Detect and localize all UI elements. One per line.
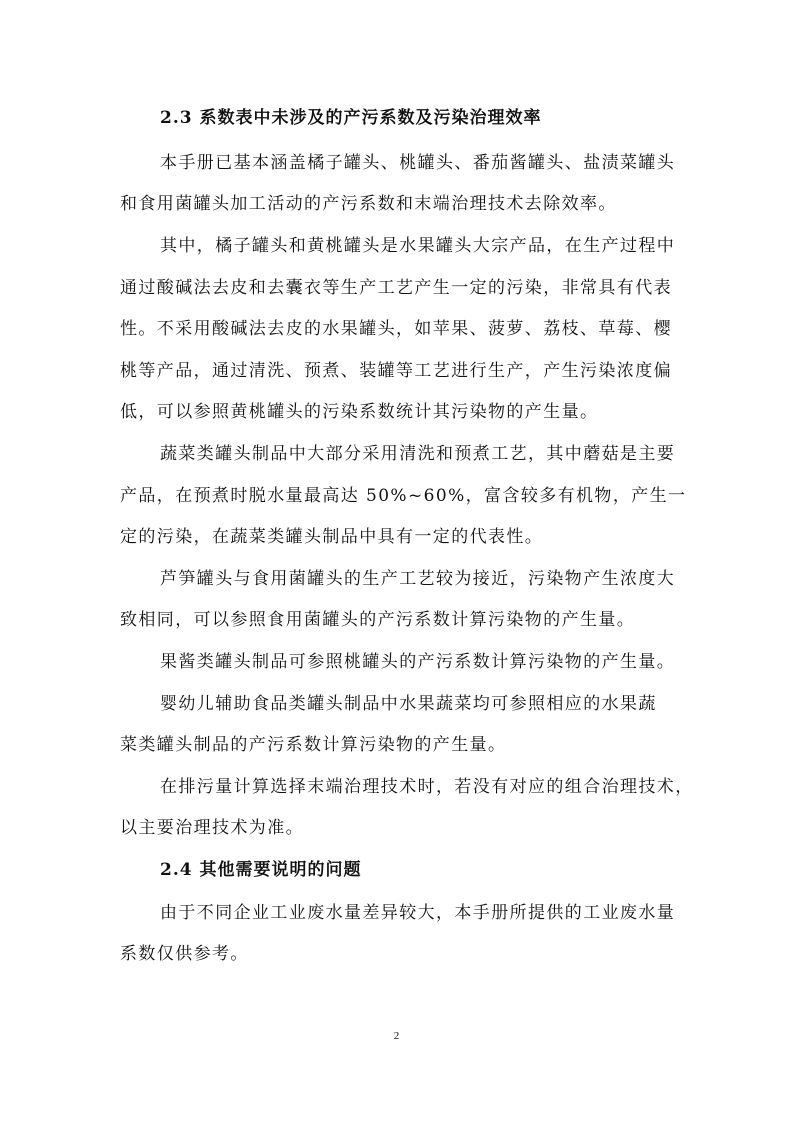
paragraph-line: 低，可以参照黄桃罐头的污染系数统计其污染物的产生量。: [120, 402, 599, 422]
paragraph-line: 以主要治理技术为准。: [120, 818, 304, 838]
paragraph-line: 婴幼儿辅助食品类罐头制品中水果蔬菜均可参照相应的水果蔬: [160, 694, 657, 714]
paragraph-line: 蔬菜类罐头制品中大部分采用清洗和预煮工艺，其中蘑菇是主要: [160, 444, 676, 464]
paragraph-line: 菜类罐头制品的产污系数计算污染物的产生量。: [120, 735, 507, 755]
paragraph-line: 桃等产品，通过清洗、预煮、装罐等工艺进行生产，产生污染浓度偏: [120, 361, 672, 381]
section-heading-2-3: 2.3 系数表中未涉及的产污系数及污染治理效率: [160, 108, 542, 128]
section-heading-2-4: 2.4 其他需要说明的问题: [160, 860, 362, 880]
paragraph-line: 致相同，可以参照食用菌罐头的产污系数计算污染物的产生量。: [120, 610, 636, 630]
paragraph-line: 和食用菌罐头加工活动的产污系数和末端治理技术去除效率。: [120, 194, 617, 214]
paragraph-line: 本手册已基本涵盖橘子罐头、桃罐头、番茄酱罐头、盐渍菜罐头: [160, 153, 676, 173]
paragraph-line: 性。不采用酸碱法去皮的水果罐头，如苹果、菠萝、荔枝、草莓、樱: [120, 319, 672, 339]
paragraph-line: 在排污量计算选择末端治理技术时，若没有对应的组合治理技术，: [160, 777, 694, 797]
paragraph-line: 果酱类罐头制品可参照桃罐头的产污系数计算污染物的产生量。: [160, 652, 676, 672]
page-number: 2: [393, 1030, 400, 1042]
paragraph-line: 定的污染，在蔬菜类罐头制品中具有一定的代表性。: [120, 527, 544, 547]
paragraph-line: 芦笋罐头与食用菌罐头的生产工艺较为接近，污染物产生浓度大: [160, 569, 676, 589]
paragraph-line: 由于不同企业工业废水量差异较大，本手册所提供的工业废水量: [160, 903, 676, 923]
paragraph-line: 产品，在预煮时脱水量最高达 50%~60%，富含较多有机物，产生一: [120, 486, 687, 506]
paragraph-line: 其中，橘子罐头和黄桃罐头是水果罐头大宗产品，在生产过程中: [160, 236, 676, 256]
paragraph-line: 系数仅供参考。: [120, 944, 249, 964]
paragraph-line: 通过酸碱法去皮和去囊衣等生产工艺产生一定的污染，非常具有代表: [120, 278, 672, 298]
